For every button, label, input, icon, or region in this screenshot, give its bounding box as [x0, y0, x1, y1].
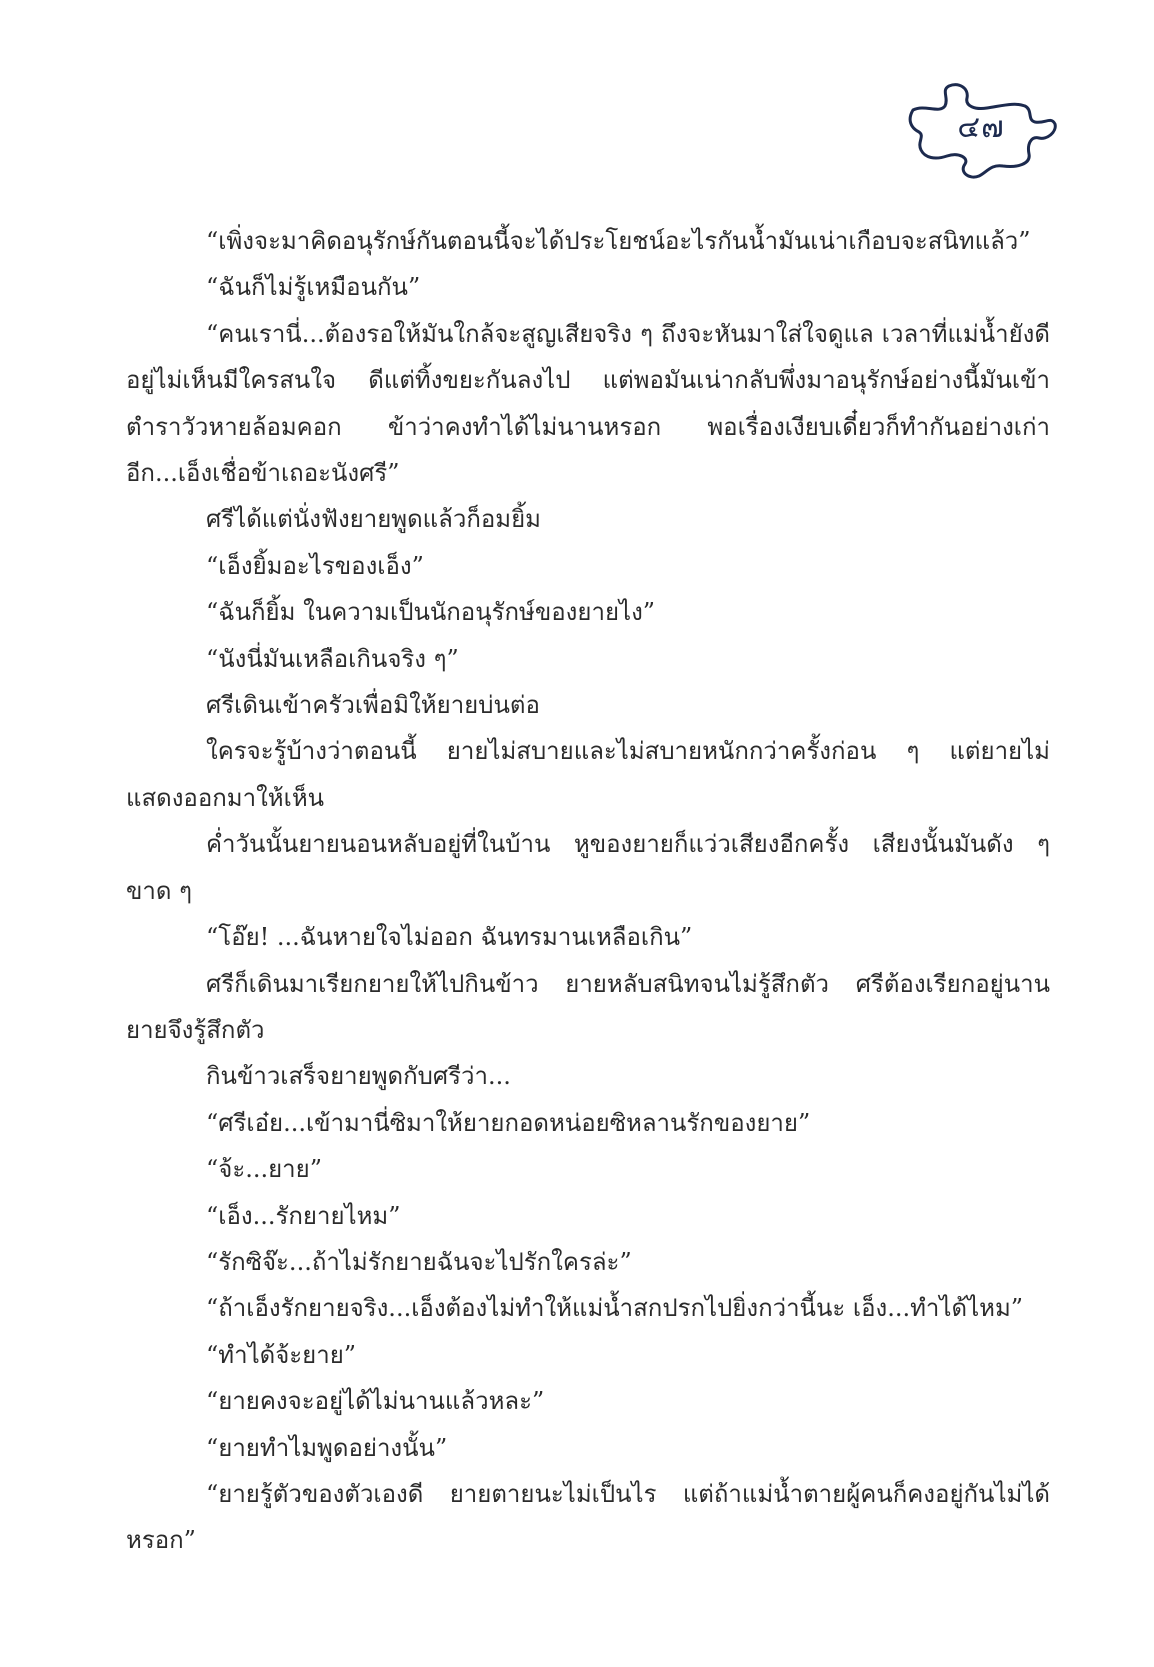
paragraph: กินข้าวเสร็จยายพูดกับศรีว่า... — [206, 1062, 511, 1091]
paragraph: “ศรีเอ๋ย...เข้ามานี่ซิมาให้ยายกอดหน่อยซิหลานรักของยาย” — [206, 1108, 811, 1137]
paragraph: “จ้ะ...ยาย” — [206, 1155, 322, 1184]
paragraph: ศรีก็เดินมาเรียกยายให้ไปกินข้าว ยายหลับสนิทจนไม่รู้สึกตัว ศรีต้องเรียกอยู่นานยายจึงรู้สึกตัว — [126, 969, 1050, 1044]
paragraph: “ถ้าเอ็งรักยายจริง...เอ็งต้องไม่ทำให้แม่น้ำสกปรกไปยิ่งกว่านี้นะ เอ็ง...ทำได้ไหม” — [206, 1294, 1024, 1323]
paragraph: “โอ๊ย! ...ฉันหายใจไม่ออก ฉันทรมานเหลือเกิน” — [206, 923, 693, 952]
story-text — [126, 218, 1050, 1564]
paragraph: “เพิ่งจะมาคิดอนุรักษ์กันตอนนี้จะได้ประโยชน์อะไรกันน้ำมันเน่าเกือบจะสนิทแล้ว” — [206, 227, 1031, 255]
paragraph: “คนเรานี่...ต้องรอให้มันใกล้จะสูญเสียจริง ๆ ถึงจะหันมาใส่ใจดูแล เวลาที่แม่น้ำยังดีอยู่ไม่เห็นมีใครสนใจ ดีแต่ทิ้งขยะกันลงไป แต่พอมันเน่ากลับพึ่งมาอนุรักษ์อย่างนี้มันเข้าตำราวัวหายล้อมคอก ข้าว่าคงทำได้ไม่นานหรอก พอเรื่องเงียบเดี๋ยวก็ทำกันอย่างเก่าอีก...เอ็งเชื่อข้าเถอะนังศรี” — [126, 319, 1050, 488]
paragraph: “นังนี่มันเหลือเกินจริง ๆ” — [206, 644, 459, 673]
paragraph: ใครจะรู้บ้างว่าตอนนี้ ยายไม่สบายและไม่สบายหนักกว่าครั้งก่อน ๆ แต่ยายไม่แสดงออกมาให้เห็น — [126, 737, 1050, 812]
paragraph: “ฉันก็ไม่รู้เหมือนกัน” — [206, 273, 421, 302]
paragraph: “เอ็ง...รักยายไหม” — [206, 1201, 401, 1230]
paragraph: “รักซิจ๊ะ...ถ้าไม่รักยายฉันจะไปรักใครล่ะ” — [206, 1247, 632, 1276]
page-number: ๔๗ — [957, 110, 1005, 145]
paragraph: “ฉันก็ยิ้ม ในความเป็นนักอนุรักษ์ของยายไง” — [206, 598, 656, 627]
paragraph: “ทำได้จ้ะยาย” — [206, 1340, 357, 1369]
paragraph: “เอ็งยิ้มอะไรของเอ็ง” — [206, 551, 424, 580]
paragraph: “ยายรู้ตัวของตัวเองดี ยายตายนะไม่เป็นไร แต่ถ้าแม่น้ำตายผู้คนก็คงอยู่กันไม่ได้หรอก” — [126, 1479, 1050, 1555]
paragraph: ค่ำวันนั้นยายนอนหลับอยู่ที่ในบ้าน หูของยายก็แว่วเสียงอีกครั้ง เสียงนั้นมันดัง ๆ ขาด ๆ — [126, 830, 1050, 905]
page-number-badge — [905, 80, 1057, 180]
paragraph: “ยายทำไมพูดอย่างนั้น” — [206, 1433, 448, 1462]
paragraph: ศรีเดินเข้าครัวเพื่อมิให้ยายบ่นต่อ — [206, 691, 540, 720]
paragraph: “ยายคงจะอยู่ได้ไม่นานแล้วหละ” — [206, 1387, 545, 1416]
paragraph: ศรีได้แต่นั่งฟังยายพูดแล้วก็อมยิ้ม — [206, 505, 541, 534]
